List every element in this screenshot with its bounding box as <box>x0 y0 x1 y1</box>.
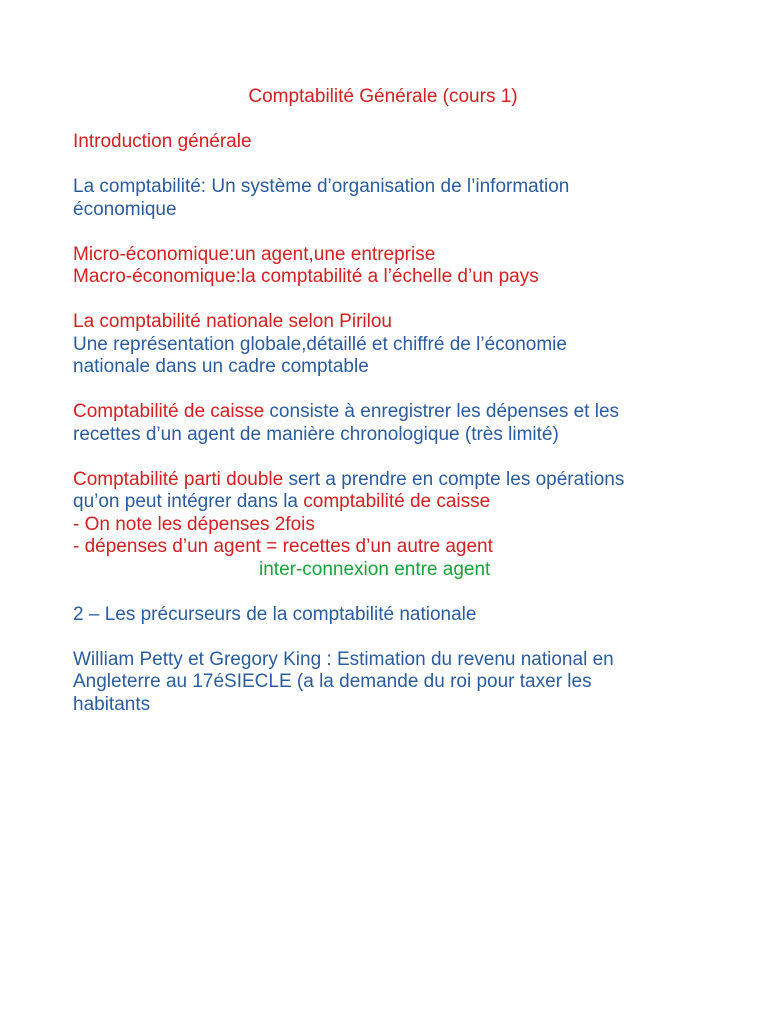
spacer <box>73 446 693 469</box>
double-line-2-term: comptabilité de caisse <box>303 491 491 512</box>
double-term: Comptabilité parti double <box>73 468 284 490</box>
document-page <box>73 86 693 716</box>
caisse-line-1 <box>73 401 693 424</box>
nationale-line-2: nationale dans un cadre comptable <box>73 356 369 377</box>
double-line-1 <box>73 469 693 492</box>
nationale-line-1: Une représentation globale,détaillé et chiffré de l’économie <box>73 333 567 355</box>
intro-heading: Introduction générale <box>73 131 252 152</box>
spacer <box>73 379 693 402</box>
spacer <box>73 109 693 132</box>
petty-line-3: habitants <box>73 693 151 715</box>
spacer <box>73 289 693 312</box>
definition-line-1: La comptabilité: Un système d’organisation de l’information <box>73 176 570 197</box>
micro-economique-line: Micro-économique:un agent,une entreprise <box>73 243 436 265</box>
spacer <box>73 154 693 177</box>
double-description: sert a prendre en compte les opérations <box>283 468 625 490</box>
document-title: Comptabilité Générale (cours 1) <box>248 86 518 107</box>
definition-line-2: économique <box>73 198 177 220</box>
double-line-2-text: qu’on peut intégrer dans la <box>73 491 304 512</box>
spacer <box>73 581 693 604</box>
caisse-description: consiste à enregistrer les dépenses et les <box>264 401 620 422</box>
nationale-heading: La comptabilité nationale selon Pirilou <box>73 311 392 332</box>
petty-line-1: William Petty et Gregory King : Estimation du revenu national en <box>73 648 614 670</box>
caisse-line-2: recettes d’un agent de manière chronologique (très limité) <box>73 423 559 445</box>
double-line-2 <box>73 491 693 514</box>
petty-line-2: Angleterre au 17éSIECLE (a la demande du roi pour taxer les <box>73 671 592 692</box>
spacer <box>73 626 693 649</box>
caisse-term: Comptabilité de caisse <box>73 401 265 422</box>
interconnexion-note: inter-connexion entre agent <box>259 558 491 580</box>
macro-economique-line: Macro-économique:la comptabilité a l’échelle d’un pays <box>73 266 539 287</box>
precurseurs-heading: 2 – Les précurseurs de la comptabilité nationale <box>73 603 477 625</box>
double-bullet-1: - On note les dépenses 2fois <box>73 513 315 535</box>
spacer <box>73 221 693 244</box>
double-bullet-2: - dépenses d’un agent = recettes d’un autre agent <box>73 536 493 557</box>
